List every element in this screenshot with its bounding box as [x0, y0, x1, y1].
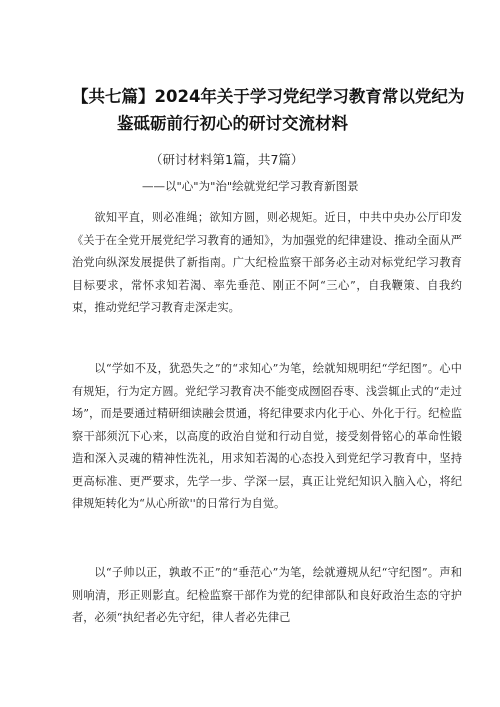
document-title-line-1: 【共七篇】2024年关于学习党纪学习教育常以党纪为: [72, 87, 465, 106]
document-title-line-2: 鉴砥砺前行初心的研讨交流材料: [117, 114, 348, 133]
document-subtitle: （研讨材料第1篇，共7篇）: [150, 152, 304, 167]
paragraph-2: 以“学如不及，犹恐失之”的“求知心”为笔，绘就知规明纪“学纪图”。心中有规矩，行为定方圆。党纪学习教育决不能变成囫囵吞枣、浅尝辄止式的“走过场”，而是要通过精研细读融会贯通，将纪律要求内化于心、外化于行。纪检监察干部须沉下心来，以高度的政治自觉和行动自觉，接受刻骨铭心的革命性锻造和深入灵魂的精神性洗礼，用求知若渴的心态投入到党纪学习教育中，坚持更高标准、更严要求，先学一步、学深一层，真正让党纪知识入脑入心，将纪律规矩转化为“从心所欲''的日常行为自觉。: [72, 362, 462, 510]
paragraph-1: 欲知平直，则必准绳；欲知方圆，则必规矩。近日，中共中央办公厅印发《关于在全党开展党纪学习教育的通知》，为加强党的纪律建设、推动全面从严治党向纵深发展提供了新指南。广大纪检监察干部务必主动对标党纪学习教育目标要求，常怀求知若渴、率先垂范、刚正不阿“三心”，自我鞭策、自我约束，推动党纪学习教育走深走实。: [72, 211, 462, 314]
document-tagline: ——以"心"为"治"绘就党纪学习教育新图景: [142, 179, 359, 193]
paragraph-3: 以“子帅以正，孰敢不正”的“垂范心”为笔，绘就遵规从纪“守纪图”。声和则响清，形正则影直。纪检监察干部作为党的纪律部队和良好政治生态的守护者，必须“执纪者必先守纪，律人者必先律己: [72, 566, 462, 624]
